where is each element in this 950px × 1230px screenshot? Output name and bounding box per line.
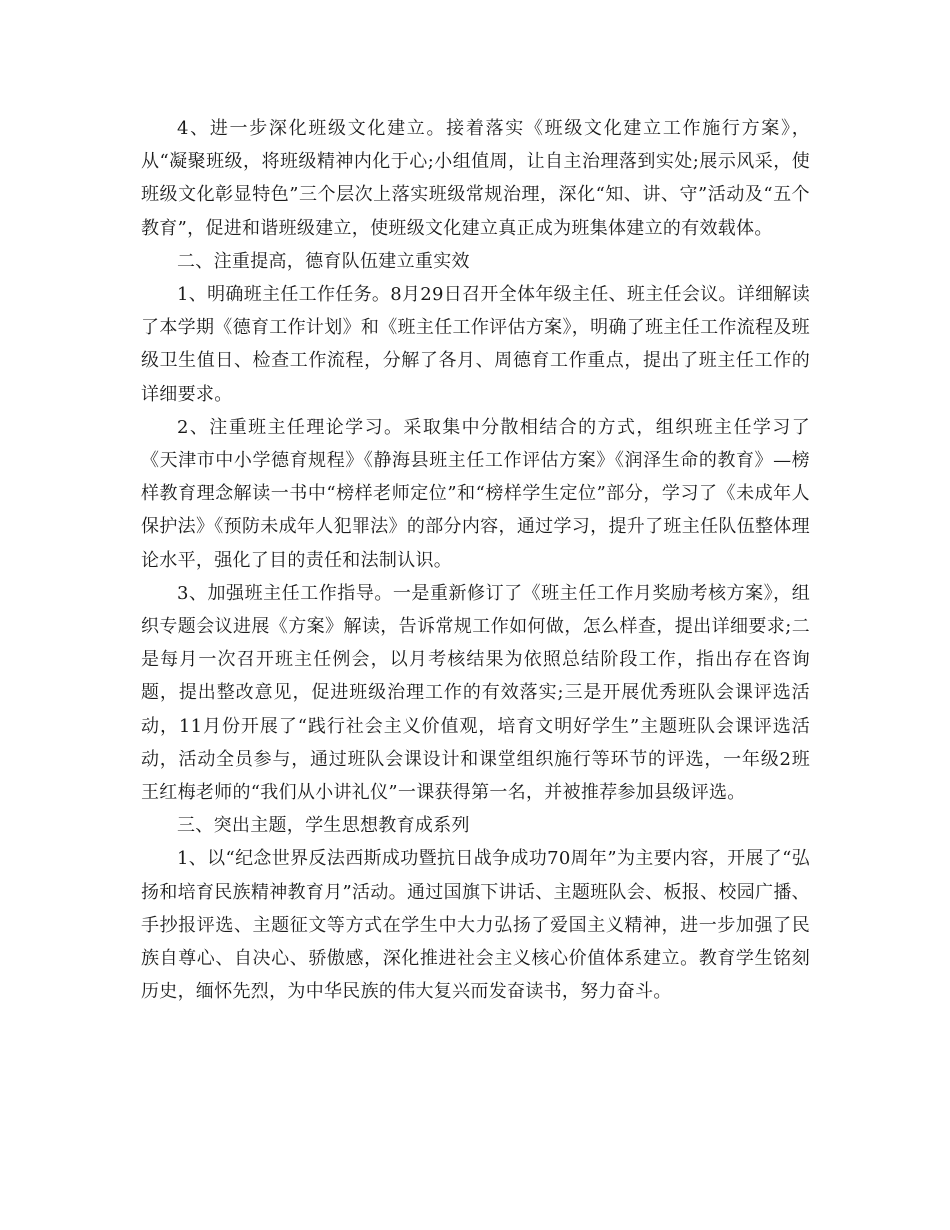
paragraph-national-spirit: 1、以“纪念世界反法西斯成功暨抗日战争成功70周年”为主要内容，开展了“弘扬和培育民族精神教育月”活动。通过国旗下讲话、主题班队会、板报、校园广播、手抄报评选、主题征文等方式在学生中大力弘扬了爱国主义精神，进一步加强了民族自尊心、自决心、骄傲感，深化推进社会主义核心价值体系建立。教育学生铭刻历史，缅怀先烈，为中华民族的伟大复兴而发奋读书，努力奋斗。	[141, 848, 810, 1003]
paragraph-theory-study: 2、注重班主任理论学习。采取集中分散相结合的方式，组织班主任学习了《天津市中小学德育规程》《静海县班主任工作评估方案》《润泽生命的教育》—榜样教育理念解读一书中“榜样老师定位”和“榜样学生定位”部分，学习了《未成年人保护法》《预防未成年人犯罪法》的部分内容，通过学习，提升了班主任队伍整体理论水平，强化了目的责任和法制认识。	[141, 416, 810, 571]
paragraph-teacher-tasks: 1、明确班主任工作任务。8月29日召开全体年级主任、班主任会议。详细解读了本学期《德育工作计划》和《班主任工作评估方案》，明确了班主任工作流程及班级卫生值日、检查工作流程，分解了各月、周德育工作重点，提出了班主任工作的详细要求。	[141, 284, 810, 405]
section-heading-teacher-team: 二、注重提高，德育队伍建立重实效	[177, 250, 470, 272]
section-heading-student-education: 三、突出主题，学生思想教育成系列	[177, 815, 470, 837]
paragraph-class-culture: 4、进一步深化班级文化建立。接着落实《班级文化建立工作施行方案》，从“凝聚班级，将班级精神内化于心;小组值周，让自主治理落到实处;展示风采，使班级文化彰显特色”三个层次上落实班级常规治理，深化“知、讲、守”活动及“五个教育”，促进和谐班级建立，使班级文化建立真正成为班集体建立的有效载体。	[141, 118, 810, 239]
paragraph-work-guidance: 3、加强班主任工作指导。一是重新修订了《班主任工作月奖励考核方案》，组织专题会议进展《方案》解读，告诉常规工作如何做，怎么样查，提出详细要求;二是每月一次召开班主任例会，以月考核结果为依照总结阶段工作，指出存在咨询题，提出整改意见，促进班级治理工作的有效落实;三是开展优秀班队会课评选活动，11月份开展了“践行社会主义价值观，培育文明好学生”主题班队会课评选活动，活动全员参与，通过班队会课设计和课堂组织施行等环节的评选，一年级2班王红梅老师的“我们从小讲礼仪”一课获得第一名，并被推荐参加县级评选。	[141, 582, 810, 804]
document-page	[141, 112, 810, 1008]
